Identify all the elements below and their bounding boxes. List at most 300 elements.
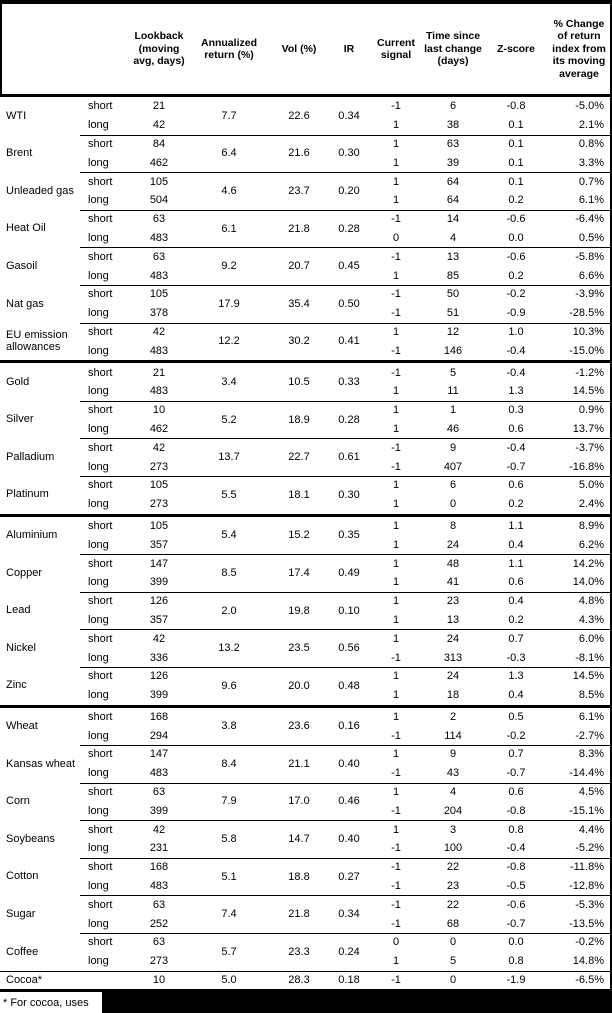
commodity-block <box>0 210 610 248</box>
z-score-value: -0.2 <box>506 729 526 742</box>
commodity-name: Gold <box>6 375 30 388</box>
commodity-name: Gasoil <box>6 259 38 272</box>
term-label: short <box>88 137 113 150</box>
term-label: short <box>88 632 113 645</box>
current-signal-value: 1 <box>392 498 400 511</box>
term-label: long <box>88 729 109 742</box>
vol-value: 19.8 <box>288 604 310 617</box>
current-signal-value: -1 <box>391 767 401 780</box>
lookback-value: 168 <box>149 710 169 723</box>
current-signal-value: 1 <box>392 119 400 132</box>
pct-change-value: -12.8% <box>569 880 604 893</box>
term-label: short <box>88 175 113 188</box>
term-label: short <box>88 100 113 113</box>
lookback-value: 483 <box>149 767 169 780</box>
term-label: long <box>88 307 109 320</box>
annualized-return-value: 4.6 <box>221 184 237 197</box>
pct-change-value: 14.2% <box>572 557 604 570</box>
pct-change-value: 0.8% <box>578 137 604 150</box>
days-since-change-value: 2 <box>449 710 457 723</box>
z-score-value: 0.2 <box>508 498 524 511</box>
commodity-block <box>0 629 610 667</box>
days-since-change-value: 4 <box>449 786 457 799</box>
col-header-lookback: Lookback (moving avg, days) <box>133 30 185 68</box>
vol-value: 18.1 <box>288 488 310 501</box>
col-header-ir: IR <box>343 42 355 55</box>
ir-value: 0.33 <box>338 375 360 388</box>
pct-change-value: 0.9% <box>578 404 604 417</box>
ir-value: 0.35 <box>338 529 360 542</box>
commodity-block <box>0 323 610 361</box>
commodity-block <box>0 895 610 933</box>
vol-value: 22.7 <box>288 451 310 464</box>
lookback-value: 21 <box>152 366 166 379</box>
days-since-change-value: 51 <box>446 307 460 320</box>
current-signal-value: 1 <box>392 613 400 626</box>
commodity-block <box>0 745 610 783</box>
commodity-name: Heat Oil <box>6 222 46 235</box>
annualized-return-value: 5.1 <box>221 870 237 883</box>
term-label: short <box>88 823 113 836</box>
days-since-change-value: 23 <box>446 880 460 893</box>
ir-value: 0.28 <box>338 413 360 426</box>
ir-value: 0.27 <box>338 870 360 883</box>
lookback-value: 63 <box>152 898 166 911</box>
z-score-value: 0.4 <box>508 595 524 608</box>
days-since-change-value: 23 <box>446 595 460 608</box>
pct-change-value: -3.7% <box>575 441 604 454</box>
commodity-block <box>0 172 610 210</box>
current-signal-value: 0 <box>392 231 400 244</box>
current-signal-value: -1 <box>391 861 401 874</box>
pct-change-value: -2.7% <box>575 729 604 742</box>
days-since-change-value: 5 <box>449 955 457 968</box>
commodity-name: Nickel <box>6 641 36 654</box>
z-score-value: 0.2 <box>508 269 524 282</box>
term-label: short <box>88 366 113 379</box>
days-since-change-value: 407 <box>443 460 463 473</box>
commodity-name: Silver <box>6 413 34 426</box>
term-label: long <box>88 651 109 664</box>
pct-change-value: 4.8% <box>578 595 604 608</box>
current-signal-value: -1 <box>391 898 401 911</box>
days-since-change-value: 8 <box>449 519 457 532</box>
vol-value: 17.0 <box>288 795 310 808</box>
current-signal-value: 1 <box>392 269 400 282</box>
lookback-value: 105 <box>149 288 169 301</box>
current-signal-value: 1 <box>392 422 400 435</box>
current-signal-value: 1 <box>392 748 400 761</box>
z-score-value: 0.4 <box>508 538 524 551</box>
commodity-name: Kansas wheat <box>6 757 76 770</box>
current-signal-value: 0 <box>392 936 400 949</box>
vol-value: 21.8 <box>288 908 310 921</box>
current-signal-value: 1 <box>392 595 400 608</box>
current-signal-value: 1 <box>392 786 400 799</box>
annualized-return-value: 3.4 <box>221 375 237 388</box>
commodity-name: Cotton <box>6 870 39 883</box>
annualized-return-value: 7.7 <box>221 109 237 122</box>
pct-change-value: -16.8% <box>569 460 604 473</box>
annualized-return-value: 5.7 <box>221 945 237 958</box>
z-score-value: 0.3 <box>508 404 524 417</box>
term-label: long <box>88 156 109 169</box>
lookback-value: 63 <box>152 213 166 226</box>
annualized-return-value: 9.2 <box>221 260 237 273</box>
col-header-annualized-return: Annualized return (%) <box>200 36 257 61</box>
days-since-change-value: 22 <box>446 898 460 911</box>
ir-value: 0.16 <box>338 720 360 733</box>
current-signal-value: -1 <box>391 213 401 226</box>
pct-change-value: 0.7% <box>578 175 604 188</box>
commodity-name: Nat gas <box>6 297 44 310</box>
term-label: long <box>88 231 109 244</box>
vol-value: 23.7 <box>288 184 310 197</box>
lookback-value: 63 <box>152 936 166 949</box>
z-score-value: 0.6 <box>508 786 524 799</box>
ir-value: 0.46 <box>338 795 360 808</box>
lookback-value: 399 <box>149 576 169 589</box>
commodity-block <box>0 97 610 135</box>
lookback-value: 252 <box>149 917 169 930</box>
annualized-return-value: 2.0 <box>221 604 237 617</box>
z-score-value: -1.9 <box>506 974 526 987</box>
commodity-block <box>0 858 610 896</box>
commodity-group-3 <box>0 514 610 705</box>
lookback-value: 105 <box>149 519 169 532</box>
commodity-name: Coffee <box>6 945 39 958</box>
current-signal-value: 1 <box>392 385 400 398</box>
pct-change-value: 8.9% <box>578 519 604 532</box>
pct-change-value: 5.0% <box>578 479 604 492</box>
pct-change-value: -15.0% <box>569 344 604 357</box>
annualized-return-value: 5.4 <box>221 529 237 542</box>
vol-value: 18.9 <box>288 413 310 426</box>
commodity-block <box>0 363 610 401</box>
pct-change-value: 4.4% <box>578 823 604 836</box>
pct-change-value: 14.5% <box>572 670 604 683</box>
ir-value: 0.34 <box>338 109 360 122</box>
lookback-value: 42 <box>152 325 166 338</box>
lookback-value: 399 <box>149 689 169 702</box>
commodity-group-2 <box>0 360 610 513</box>
current-signal-value: -1 <box>391 307 401 320</box>
lookback-value: 126 <box>149 595 169 608</box>
z-score-value: -0.4 <box>506 344 526 357</box>
z-score-value: 0.8 <box>508 823 524 836</box>
z-score-value: -0.7 <box>506 767 526 780</box>
ir-value: 0.30 <box>338 488 360 501</box>
term-label: short <box>88 898 113 911</box>
ir-value: 0.45 <box>338 260 360 273</box>
lookback-value: 399 <box>149 804 169 817</box>
lookback-value: 294 <box>149 729 169 742</box>
current-signal-value: -1 <box>391 880 401 893</box>
lookback-value: 483 <box>149 231 169 244</box>
days-since-change-value: 9 <box>449 441 457 454</box>
table-body <box>0 97 612 989</box>
lookback-value: 273 <box>149 498 169 511</box>
vol-value: 21.1 <box>288 757 310 770</box>
pct-change-value: -5.0% <box>575 100 604 113</box>
current-signal-value: 1 <box>392 955 400 968</box>
z-score-value: -0.5 <box>506 880 526 893</box>
pct-change-value: -3.9% <box>575 288 604 301</box>
pct-change-value: 8.3% <box>578 748 604 761</box>
pct-change-value: -0.2% <box>575 936 604 949</box>
z-score-value: 1.1 <box>508 557 524 570</box>
current-signal-value: -1 <box>391 441 401 454</box>
lookback-value: 504 <box>149 194 169 207</box>
term-label: short <box>88 441 113 454</box>
commodity-name: Copper <box>6 566 43 579</box>
current-signal-value: 1 <box>392 710 400 723</box>
lookback-value: 273 <box>149 460 169 473</box>
current-signal-value: 1 <box>392 557 400 570</box>
col-header-z-score: Z-score <box>497 42 535 55</box>
ir-value: 0.28 <box>338 222 360 235</box>
current-signal-value: 1 <box>392 689 400 702</box>
annualized-return-value: 7.4 <box>221 908 237 921</box>
lookback-value: 273 <box>149 955 169 968</box>
current-signal-value: 1 <box>392 823 400 836</box>
lookback-value: 147 <box>149 557 169 570</box>
current-signal-value: -1 <box>391 366 401 379</box>
ir-value: 0.34 <box>338 908 360 921</box>
pct-change-value: -14.4% <box>569 767 604 780</box>
pct-change-value: 2.4% <box>578 498 604 511</box>
days-since-change-value: 43 <box>446 767 460 780</box>
commodity-block <box>0 247 610 285</box>
commodity-name: Unleaded gas <box>6 184 74 197</box>
annualized-return-value: 5.5 <box>221 488 237 501</box>
term-label: long <box>88 460 109 473</box>
current-signal-value: -1 <box>391 288 401 301</box>
annualized-return-value: 7.9 <box>221 795 237 808</box>
term-label: long <box>88 498 109 511</box>
term-label: long <box>88 269 109 282</box>
vol-value: 10.5 <box>288 375 310 388</box>
commodity-block <box>0 933 610 971</box>
commodity-name: Palladium <box>6 450 55 463</box>
commodity-name: Sugar <box>6 908 36 921</box>
pct-change-value: 8.5% <box>578 689 604 702</box>
days-since-change-value: 0 <box>449 936 457 949</box>
term-label: long <box>88 842 109 855</box>
term-label: short <box>88 861 113 874</box>
vol-value: 15.2 <box>288 529 310 542</box>
term-label: long <box>88 767 109 780</box>
current-signal-value: -1 <box>391 100 401 113</box>
days-since-change-value: 48 <box>446 557 460 570</box>
z-score-value: -0.8 <box>506 861 526 874</box>
col-header-time-since-change: Time since last change (days) <box>424 30 482 68</box>
days-since-change-value: 6 <box>449 479 457 492</box>
pct-change-value: 4.3% <box>578 613 604 626</box>
days-since-change-value: 18 <box>446 689 460 702</box>
z-score-value: 0.2 <box>508 613 524 626</box>
z-score-value: 0.4 <box>508 689 524 702</box>
days-since-change-value: 4 <box>449 231 457 244</box>
annualized-return-value: 12.2 <box>218 335 240 348</box>
days-since-change-value: 3 <box>449 823 457 836</box>
pct-change-value: -28.5% <box>569 307 604 320</box>
days-since-change-value: 146 <box>443 344 463 357</box>
term-label: short <box>88 786 113 799</box>
ir-value: 0.40 <box>338 757 360 770</box>
vol-value: 21.6 <box>288 147 310 160</box>
term-label: long <box>88 689 109 702</box>
vol-value: 14.7 <box>288 833 310 846</box>
days-since-change-value: 204 <box>443 804 463 817</box>
current-signal-value: -1 <box>391 344 401 357</box>
pct-change-value: -5.2% <box>575 842 604 855</box>
term-label: short <box>88 748 113 761</box>
current-signal-value: 1 <box>392 519 400 532</box>
ir-value: 0.49 <box>338 566 360 579</box>
z-score-value: 0.1 <box>508 156 524 169</box>
pct-change-value: -6.4% <box>575 213 604 226</box>
commodity-name: Zinc <box>6 679 27 692</box>
vol-value: 35.4 <box>288 297 310 310</box>
vol-value: 21.8 <box>288 222 310 235</box>
days-since-change-value: 12 <box>446 325 460 338</box>
pct-change-value: 4.5% <box>578 786 604 799</box>
pct-change-value: -11.8% <box>569 861 604 874</box>
z-score-value: 0.5 <box>508 710 524 723</box>
current-signal-value: 1 <box>392 404 400 417</box>
lookback-value: 357 <box>149 613 169 626</box>
vol-value: 17.4 <box>288 566 310 579</box>
commodity-block <box>0 476 610 514</box>
days-since-change-value: 24 <box>446 670 460 683</box>
z-score-value: 0.6 <box>508 422 524 435</box>
lookback-value: 21 <box>152 100 166 113</box>
term-label: long <box>88 385 109 398</box>
days-since-change-value: 24 <box>446 538 460 551</box>
lookback-value: 462 <box>149 156 169 169</box>
z-score-value: -0.8 <box>506 804 526 817</box>
commodity-block <box>0 285 610 323</box>
days-since-change-value: 50 <box>446 288 460 301</box>
current-signal-value: 1 <box>392 137 400 150</box>
term-label: short <box>88 250 113 263</box>
days-since-change-value: 13 <box>446 613 460 626</box>
commodity-name: Cocoa* <box>6 973 43 986</box>
table-header <box>0 0 612 97</box>
days-since-change-value: 63 <box>446 137 460 150</box>
ir-value: 0.30 <box>338 147 360 160</box>
days-since-change-value: 0 <box>449 498 457 511</box>
commodity-name: Aluminium <box>6 529 58 542</box>
days-since-change-value: 114 <box>444 729 462 742</box>
footnote-text: * For cocoa, uses <box>0 992 104 1013</box>
lookback-value: 63 <box>152 786 166 799</box>
lookback-value: 483 <box>149 269 169 282</box>
z-score-value: 1.3 <box>508 670 524 683</box>
term-label: short <box>88 936 113 949</box>
col-header-pct-change: % Change of return index from its moving average <box>552 17 606 80</box>
current-signal-value: -1 <box>391 651 401 664</box>
days-since-change-value: 85 <box>446 269 460 282</box>
term-label: long <box>88 538 109 551</box>
pct-change-value: -15.1% <box>569 804 604 817</box>
current-signal-value: 1 <box>392 325 400 338</box>
commodity-block <box>0 135 610 173</box>
lookback-value: 462 <box>149 422 169 435</box>
pct-change-value: 3.3% <box>578 156 604 169</box>
commodity-block <box>0 517 610 555</box>
term-label: long <box>88 422 109 435</box>
term-label: long <box>88 917 109 930</box>
current-signal-value: 1 <box>392 479 400 492</box>
pct-change-value: -1.2% <box>575 366 604 379</box>
z-score-value: 0.0 <box>508 936 524 949</box>
current-signal-value: -1 <box>391 842 401 855</box>
vol-value: 28.3 <box>288 974 310 987</box>
current-signal-value: -1 <box>391 250 401 263</box>
commodity-block <box>0 708 610 746</box>
days-since-change-value: 6 <box>449 100 457 113</box>
term-label: short <box>88 710 113 723</box>
days-since-change-value: 46 <box>446 422 460 435</box>
commodity-block <box>0 592 610 630</box>
commodity-group-4 <box>0 705 610 990</box>
days-since-change-value: 38 <box>446 119 460 132</box>
vol-value: 23.3 <box>288 945 310 958</box>
commodity-block <box>0 971 610 990</box>
lookback-value: 357 <box>149 538 169 551</box>
annualized-return-value: 3.8 <box>221 720 237 733</box>
pct-change-value: 14.0% <box>572 576 604 589</box>
current-signal-value: -1 <box>391 729 401 742</box>
days-since-change-value: 1 <box>449 404 457 417</box>
annualized-return-value: 13.2 <box>218 642 240 655</box>
z-score-value: -0.6 <box>506 250 526 263</box>
vol-value: 22.6 <box>288 109 310 122</box>
lookback-value: 147 <box>149 748 169 761</box>
z-score-value: -0.4 <box>506 842 526 855</box>
term-label: long <box>88 955 109 968</box>
lookback-value: 378 <box>149 307 169 320</box>
z-score-value: -0.6 <box>506 213 526 226</box>
z-score-value: 0.6 <box>508 576 524 589</box>
commodity-name: Wheat <box>6 720 38 733</box>
z-score-value: 1.0 <box>508 325 524 338</box>
lookback-value: 168 <box>149 861 169 874</box>
term-label <box>80 971 130 990</box>
z-score-value: -0.7 <box>506 460 526 473</box>
z-score-value: -0.4 <box>506 441 526 454</box>
footnote-bar <box>0 992 612 1013</box>
days-since-change-value: 68 <box>446 917 460 930</box>
pct-change-value: 14.8% <box>572 955 604 968</box>
annualized-return-value: 17.9 <box>218 297 240 310</box>
annualized-return-value: 6.1 <box>221 222 237 235</box>
z-score-value: -0.4 <box>506 366 526 379</box>
commodity-block <box>0 401 610 439</box>
current-signal-value: -1 <box>391 917 401 930</box>
ir-value: 0.50 <box>338 297 360 310</box>
col-header-vol: Vol (%) <box>281 42 317 55</box>
pct-change-value: 6.1% <box>578 710 604 723</box>
current-signal-value: 1 <box>392 156 400 169</box>
commodity-block <box>0 438 610 476</box>
term-label: short <box>88 479 113 492</box>
pct-change-value: 6.0% <box>578 632 604 645</box>
current-signal-value: 1 <box>392 632 400 645</box>
pct-change-value: 13.7% <box>572 422 604 435</box>
